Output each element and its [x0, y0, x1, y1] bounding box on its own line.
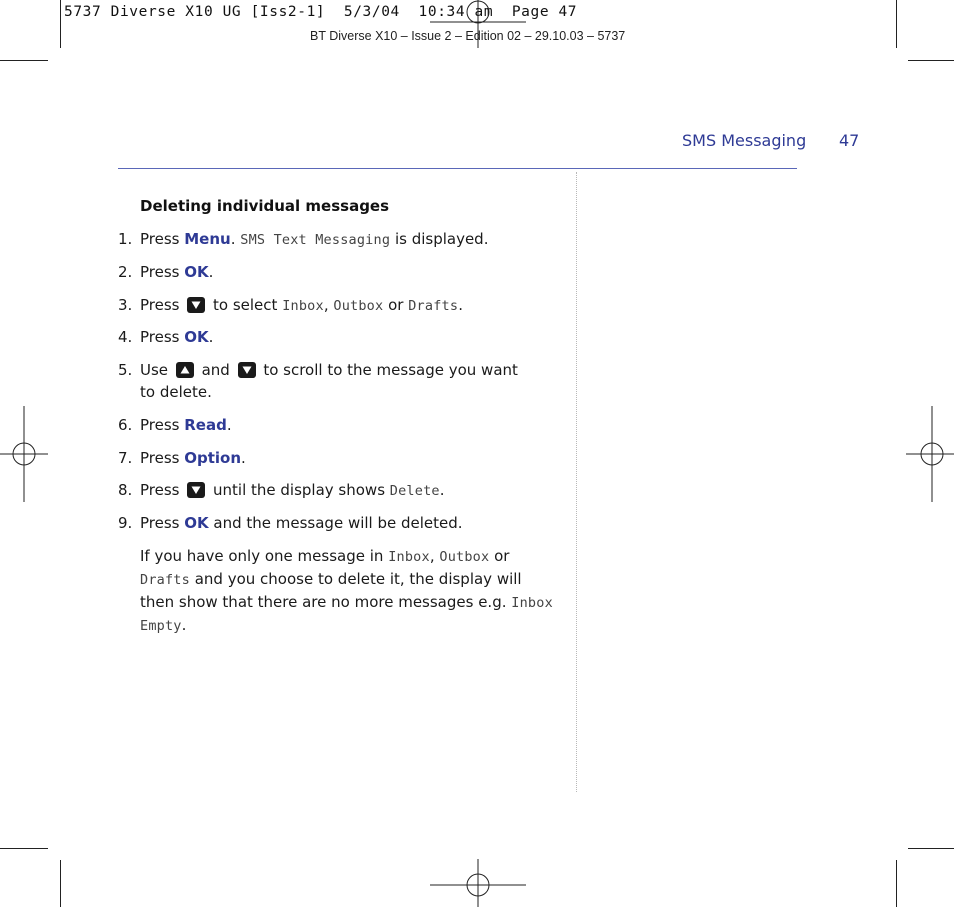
- lcd-text: Outbox: [439, 549, 490, 565]
- crop-mark-top-left-v: [60, 0, 61, 48]
- step-number: 7.: [118, 449, 133, 467]
- list-item: 8. Press until the display shows Delete.: [118, 481, 445, 499]
- lcd-text: Inbox: [388, 549, 430, 565]
- lcd-text: Inbox: [282, 298, 324, 314]
- lcd-text: Drafts: [408, 298, 459, 314]
- list-item: 9. Press OK and the message will be deleted.: [118, 514, 463, 532]
- registration-mark-bottom-icon: [430, 859, 526, 907]
- list-item: 3. Press to select Inbox, Outbox or Drafts.: [118, 296, 463, 314]
- column-divider: [576, 172, 577, 792]
- print-slug: 5737 Diverse X10 UG [Iss2-1] 5/3/04 10:34 am Page 47: [64, 4, 578, 20]
- ok-key-label: OK: [184, 328, 209, 346]
- registration-mark-top-icon: [430, 0, 526, 48]
- lcd-text: Drafts: [140, 572, 190, 588]
- step-number: 2.: [118, 263, 133, 281]
- list-item: 2. Press OK.: [118, 263, 214, 281]
- crop-mark-bottom-left-v: [60, 860, 61, 907]
- list-item: 7. Press Option.: [118, 449, 246, 467]
- menu-key-label: Menu: [184, 230, 231, 248]
- read-key-label: Read: [184, 416, 227, 434]
- header-rule: [118, 168, 797, 169]
- crop-mark-top-right-h: [908, 60, 954, 61]
- registration-mark-left-icon: [0, 406, 48, 502]
- registration-mark-right-icon: [906, 406, 954, 502]
- edition-line: BT Diverse X10 – Issue 2 – Edition 02 – 29.10.03 – 5737: [310, 29, 626, 43]
- ok-key-label: OK: [184, 514, 209, 532]
- down-arrow-key-icon: [187, 482, 205, 498]
- crop-mark-bottom-right-h: [908, 848, 954, 849]
- lcd-text: Outbox: [333, 298, 384, 314]
- down-arrow-key-icon: [187, 297, 205, 313]
- running-section-title: SMS Messaging: [682, 131, 807, 150]
- section-heading: Deleting individual messages: [140, 197, 390, 215]
- step-number: 1.: [118, 230, 133, 248]
- step-number: 8.: [118, 481, 133, 499]
- ok-key-label: OK: [184, 263, 209, 281]
- lcd-text: Inbox Empty: [140, 595, 553, 634]
- crop-mark-bottom-left-h: [0, 848, 48, 849]
- list-item: 5. Use and to scroll to the message you want to delete.: [118, 361, 518, 401]
- step-number: 3.: [118, 296, 133, 314]
- lcd-text: SMS Text Messaging: [240, 232, 391, 248]
- step-number: 5.: [118, 361, 133, 379]
- step-continuation: to delete.: [140, 383, 212, 401]
- step-number: 6.: [118, 416, 133, 434]
- step-number: 9.: [118, 514, 133, 532]
- lcd-text: Delete: [389, 483, 440, 499]
- down-arrow-key-icon: [238, 362, 256, 378]
- crop-mark-top-left-h: [0, 60, 48, 61]
- option-key-label: Option: [184, 449, 242, 467]
- note-paragraph: If you have only one message in Inbox, Outbox or Drafts and you choose to delete it, the display will then show that there are no more messages e.g. Inbox Empty.: [140, 547, 553, 634]
- list-item: 6. Press Read.: [118, 416, 232, 434]
- list-item: 1. Press Menu. SMS Text Messaging is displayed.: [118, 230, 489, 248]
- step-number: 4.: [118, 328, 133, 346]
- page-number: 47: [839, 131, 860, 150]
- crop-mark-bottom-right-v: [896, 860, 897, 907]
- list-item: 4. Press OK.: [118, 328, 214, 346]
- crop-mark-top-right-v: [896, 0, 897, 48]
- up-arrow-key-icon: [176, 362, 194, 378]
